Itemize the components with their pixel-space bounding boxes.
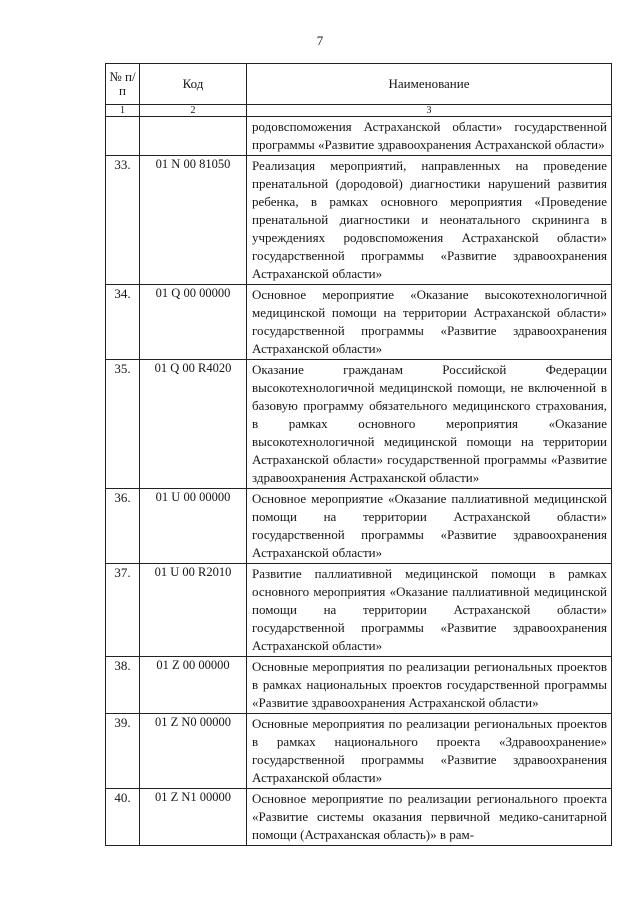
- row-number: 39.: [106, 714, 140, 789]
- row-code: 01 Z 00 00000: [140, 657, 247, 714]
- table-row: [106, 360, 612, 489]
- row-number: 33.: [106, 156, 140, 285]
- column-index-2: 2: [140, 105, 247, 117]
- row-code: [140, 117, 247, 156]
- row-code: 01 Z N0 00000: [140, 714, 247, 789]
- budget-classification-table: [105, 63, 612, 846]
- column-index-row: [106, 105, 612, 117]
- column-index-1: 1: [106, 105, 140, 117]
- header-name: Наименование: [247, 64, 612, 105]
- row-code: 01 Z N1 00000: [140, 789, 247, 846]
- table-row: [106, 156, 612, 285]
- row-code: 01 Q 00 00000: [140, 285, 247, 360]
- row-name: Оказание гражданам Российской Федерации высокотехнологичной медицинской помощи, не включенной в базовую программу обязательного медицинского страхования, в рамках основного мероприятия «Оказание высокотехнологичной медицинской помощи на территории Астраханской области» государственной программы «Развитие здравоохранения Астраханской области»: [247, 360, 612, 489]
- table-row: [106, 714, 612, 789]
- row-name: родовспоможения Астраханской области» государственной программы «Развитие здравоохранения Астраханской области»: [247, 117, 612, 156]
- table-row: [106, 657, 612, 714]
- row-number: 37.: [106, 564, 140, 657]
- row-number: 35.: [106, 360, 140, 489]
- row-number: 34.: [106, 285, 140, 360]
- row-name: Основное мероприятие по реализации регионального проекта «Развитие системы оказания первичной медико-санитарной помощи (Астраханская область)» в рам-: [247, 789, 612, 846]
- page-number: 7: [316, 33, 324, 48]
- row-name: Основные мероприятия по реализации региональных проектов в рамках национального проекта «Здравоохранение» государственной программы «Развитие здравоохранения Астраханской области»: [247, 714, 612, 789]
- row-name: Развитие паллиативной медицинской помощи в рамках основного мероприятия «Оказание паллиативной медицинской помощи на территории Астраханской области» государственной программы «Развитие здравоохранения Астраханской области»: [247, 564, 612, 657]
- row-name: Основное мероприятие «Оказание высокотехнологичной медицинской помощи на территории Астраханской области» государственной программы «Развитие здравоохранения Астраханской области»: [247, 285, 612, 360]
- table-row: [106, 789, 612, 846]
- table-row: [106, 489, 612, 564]
- row-code: 01 U 00 00000: [140, 489, 247, 564]
- header-code: Код: [140, 64, 247, 105]
- row-number: [106, 117, 140, 156]
- row-number: 38.: [106, 657, 140, 714]
- row-name: Основное мероприятие «Оказание паллиативной медицинской помощи на территории Астраханской области» государственной программы «Развитие здравоохранения Астраханской области»: [247, 489, 612, 564]
- table-row: [106, 285, 612, 360]
- table-row: [106, 564, 612, 657]
- row-number: 36.: [106, 489, 140, 564]
- table-row: [106, 117, 612, 156]
- row-code: 01 Q 00 R4020: [140, 360, 247, 489]
- column-index-3: 3: [247, 105, 612, 117]
- row-name: Основные мероприятия по реализации региональных проектов в рамках национальных проектов государственной программы «Развитие здравоохранения Астраханской области»: [247, 657, 612, 714]
- row-code: 01 N 00 81050: [140, 156, 247, 285]
- row-number: 40.: [106, 789, 140, 846]
- row-code: 01 U 00 R2010: [140, 564, 247, 657]
- header-num: № п/п: [106, 64, 140, 105]
- row-name: Реализация мероприятий, направленных на проведение пренатальной (дородовой) диагностики нарушений развития ребенка, в рамках основного мероприятия «Проведение пренатальной диагностики и неонатального скрининга в учреждениях родовспоможения Астраханской области» государственной программы «Развитие здравоохранения Астраханской области»: [247, 156, 612, 285]
- table-header-row: [106, 64, 612, 105]
